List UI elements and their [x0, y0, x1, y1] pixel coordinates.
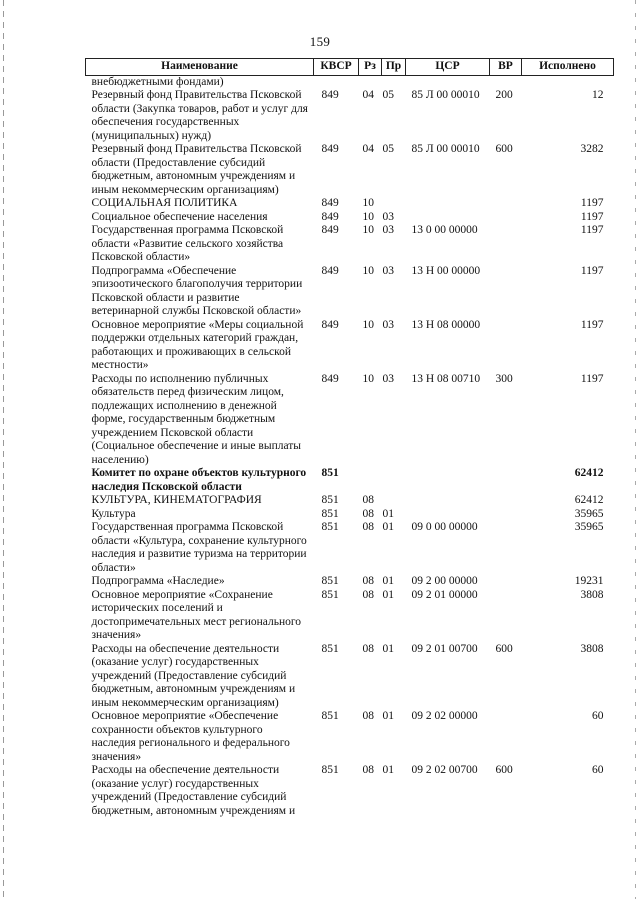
cell-rz: 04 — [362, 89, 374, 101]
cell-kvsr: 851 — [321, 575, 339, 587]
cell-name: Резервный фонд Правительства Псковской области (Закупка товаров, работ и услуг для обеспечения государственных (муниципальных) нужд) — [91, 89, 308, 142]
cell-csr — [406, 508, 490, 522]
cell-vr — [490, 211, 522, 225]
cell-vr — [490, 467, 522, 494]
cell-csr — [406, 494, 490, 508]
cell-vr — [490, 319, 522, 373]
cell-pr: 03 — [382, 318, 394, 331]
cell-csr: 09 2 02 00000 — [411, 710, 478, 722]
cell-amount: 62412 — [574, 494, 604, 506]
header-amount: Исполнено — [522, 59, 614, 76]
cell-rz: 10 — [362, 264, 374, 277]
cell-amount: 3282 — [580, 143, 604, 155]
cell-kvsr: 849 — [321, 264, 339, 277]
cell-vr — [490, 589, 522, 643]
cell-csr: 13 Н 00 00000 — [411, 264, 481, 277]
cell-name: Социальное обеспечение населения — [91, 210, 268, 223]
cell-csr: 09 0 00 00000 — [411, 521, 478, 533]
cell-csr — [406, 75, 490, 89]
cell-pr — [382, 75, 406, 89]
header-name: Наименование — [86, 59, 314, 76]
cell-kvsr: 849 — [321, 143, 339, 155]
table-row — [86, 75, 614, 89]
cell-amount: 1197 — [580, 318, 604, 331]
cell-pr: 01 — [382, 521, 394, 533]
cell-vr: 600 — [495, 143, 513, 155]
cell-amount: 1197 — [580, 210, 604, 223]
cell-kvsr: 851 — [321, 467, 339, 479]
cell-kvsr: 851 — [321, 494, 339, 506]
header-csr: ЦСР — [406, 59, 490, 76]
cell-rz: 08 — [362, 588, 374, 601]
cell-name: Резервный фонд Правительства Псковской области (Предоставление субсидий бюджетным, автономным учреждениям и иным некоммерческим организациям) — [91, 143, 302, 196]
cell-pr: 05 — [382, 143, 394, 155]
cell-amount: 1197 — [580, 197, 604, 209]
cell-kvsr: 849 — [321, 197, 339, 209]
cell-pr — [382, 467, 406, 494]
cell-name: внебюджетными фондами) — [91, 75, 224, 88]
scan-edge-right — [635, 0, 636, 899]
cell-name: Государственная программа Псковской области «Культура, сохранение культурного наследия и развитие туризма на территории области» — [91, 521, 307, 574]
cell-name: Подпрограмма «Наследие» — [91, 575, 225, 587]
cell-name: Государственная программа Псковской области «Развитие сельского хозяйства Псковской области» — [91, 224, 284, 263]
cell-rz: 10 — [362, 372, 374, 385]
cell-rz: 04 — [362, 143, 374, 155]
cell-kvsr: 851 — [321, 710, 339, 722]
table-row — [86, 89, 614, 143]
cell-amount: 1197 — [580, 224, 604, 236]
cell-kvsr: 849 — [321, 224, 339, 236]
cell-csr — [406, 467, 490, 494]
cell-name: Расходы по исполнению публичных обязательств перед физическим лицом, подлежащих исполнению в денежной форме, государственным бюджетным учреждением Псковской области (Социальное обеспечение и иные выплаты населению) — [91, 372, 302, 466]
cell-kvsr — [314, 75, 359, 89]
cell-rz: 08 — [362, 494, 374, 506]
cell-vr: 200 — [495, 89, 513, 101]
cell-amount: 19231 — [574, 575, 604, 587]
cell-amount: 35965 — [574, 521, 604, 533]
table-row — [86, 197, 614, 211]
cell-rz: 08 — [362, 642, 374, 655]
table-row — [86, 467, 614, 494]
cell-pr: 05 — [382, 89, 394, 101]
cell-kvsr: 851 — [321, 507, 339, 520]
cell-pr: 03 — [382, 372, 394, 385]
cell-amount: 1197 — [580, 264, 604, 277]
cell-rz: 10 — [362, 197, 374, 209]
cell-name: Подпрограмма «Обеспечение эпизоотического благополучия территории Псковской области и развитие ветеринарной службы Псковской области» — [91, 264, 303, 317]
table-row — [86, 211, 614, 225]
table-row — [86, 589, 614, 643]
table-row — [86, 508, 614, 522]
cell-kvsr: 849 — [321, 89, 339, 101]
header-vr: ВР — [490, 59, 522, 76]
cell-pr: 03 — [382, 210, 394, 223]
header-kvsr: КВСР — [314, 59, 359, 76]
cell-vr — [490, 710, 522, 764]
cell-kvsr: 851 — [321, 588, 339, 601]
cell-csr: 13 0 00 00000 — [411, 224, 478, 236]
cell-amount: 12 — [592, 89, 604, 101]
table-row — [86, 319, 614, 373]
cell-amount — [522, 75, 614, 89]
table-row — [86, 521, 614, 575]
table-row — [86, 265, 614, 319]
cell-csr: 85 Л 00 00010 — [411, 89, 480, 101]
cell-rz: 08 — [362, 521, 374, 533]
cell-vr: 600 — [495, 642, 513, 655]
cell-rz: 10 — [362, 318, 374, 331]
cell-name: СОЦИАЛЬНАЯ ПОЛИТИКА — [91, 197, 238, 209]
table-row — [86, 224, 614, 265]
page-number: 159 — [309, 34, 331, 49]
cell-csr: 09 2 01 00700 — [411, 642, 478, 655]
table-row — [86, 764, 614, 818]
cell-kvsr: 849 — [321, 318, 339, 331]
cell-pr — [382, 197, 406, 211]
header-pr: Пр — [382, 59, 406, 76]
cell-vr — [490, 224, 522, 265]
header-rz: Рз — [359, 59, 382, 76]
cell-name: Основное мероприятие «Меры социальной поддержки отдельных категорий граждан, работающих и проживающих в сельской местности» — [91, 318, 304, 371]
table-row — [86, 575, 614, 589]
cell-rz: 08 — [362, 710, 374, 722]
cell-kvsr: 849 — [321, 372, 339, 385]
cell-csr — [406, 197, 490, 211]
cell-pr: 01 — [382, 642, 394, 655]
cell-vr — [490, 265, 522, 319]
cell-kvsr: 851 — [321, 642, 339, 655]
cell-amount: 3808 — [580, 642, 604, 655]
table-body — [86, 75, 614, 818]
cell-rz — [359, 75, 382, 89]
cell-vr: 600 — [495, 764, 513, 776]
cell-pr: 03 — [382, 224, 394, 236]
cell-kvsr: 849 — [321, 210, 339, 223]
cell-name: Культура — [91, 507, 136, 520]
cell-csr — [406, 211, 490, 225]
cell-amount: 62412 — [574, 467, 604, 479]
cell-amount: 3808 — [580, 588, 604, 601]
cell-vr: 300 — [495, 372, 513, 385]
cell-vr — [490, 508, 522, 522]
cell-amount: 1197 — [580, 372, 604, 385]
table-row — [86, 143, 614, 197]
table-header-row — [86, 59, 614, 76]
table-row — [86, 494, 614, 508]
cell-rz: 10 — [362, 224, 374, 236]
cell-pr — [382, 494, 406, 508]
cell-rz: 08 — [362, 764, 374, 776]
table-row — [86, 710, 614, 764]
cell-vr — [490, 521, 522, 575]
table-row — [86, 643, 614, 711]
cell-name: Комитет по охране объектов культурного наследия Псковской области — [91, 467, 307, 493]
cell-amount: 60 — [592, 710, 604, 722]
cell-vr — [490, 494, 522, 508]
cell-vr — [490, 75, 522, 89]
cell-pr: 03 — [382, 264, 394, 277]
cell-amount: 60 — [592, 764, 604, 776]
cell-vr — [490, 197, 522, 211]
cell-vr — [490, 575, 522, 589]
table-row — [86, 373, 614, 468]
cell-csr: 09 2 00 00000 — [411, 575, 478, 587]
cell-kvsr: 851 — [321, 521, 339, 533]
cell-pr: 01 — [382, 710, 394, 722]
cell-pr: 01 — [382, 588, 394, 601]
scan-edge-left — [3, 0, 4, 899]
cell-csr: 09 2 02 00700 — [411, 764, 478, 776]
cell-kvsr: 851 — [321, 764, 339, 776]
cell-rz: 10 — [362, 210, 374, 223]
cell-pr: 01 — [382, 764, 394, 776]
cell-pr: 01 — [382, 507, 394, 520]
cell-csr: 09 2 01 00000 — [411, 588, 478, 601]
cell-pr: 01 — [382, 575, 394, 587]
cell-csr: 85 Л 00 00010 — [411, 143, 480, 155]
cell-csr: 13 Н 08 00000 — [411, 318, 481, 331]
cell-name: Расходы на обеспечение деятельности (оказание услуг) государственных учреждений (Предоставление субсидий бюджетным, автономным учреждениям и иным некоммерческим организациям) — [91, 642, 296, 709]
cell-name: КУЛЬТУРА, КИНЕМАТОГРАФИЯ — [91, 494, 262, 506]
cell-csr: 13 Н 08 00710 — [411, 372, 481, 385]
cell-rz: 08 — [362, 507, 374, 520]
cell-name: Основное мероприятие «Обеспечение сохранности объектов культурного наследия регионального и федерального значения» — [91, 710, 290, 763]
cell-rz: 08 — [362, 575, 374, 587]
cell-name: Расходы на обеспечение деятельности (оказание услуг) государственных учреждений (Предоставление субсидий бюджетным, автономным учреждениям и — [91, 764, 296, 817]
budget-execution-table — [85, 58, 614, 818]
cell-name: Основное мероприятие «Сохранение исторических поселений и достопримечательных мест регионального значения» — [91, 588, 302, 641]
cell-rz — [359, 467, 382, 494]
cell-amount: 35965 — [574, 507, 604, 520]
